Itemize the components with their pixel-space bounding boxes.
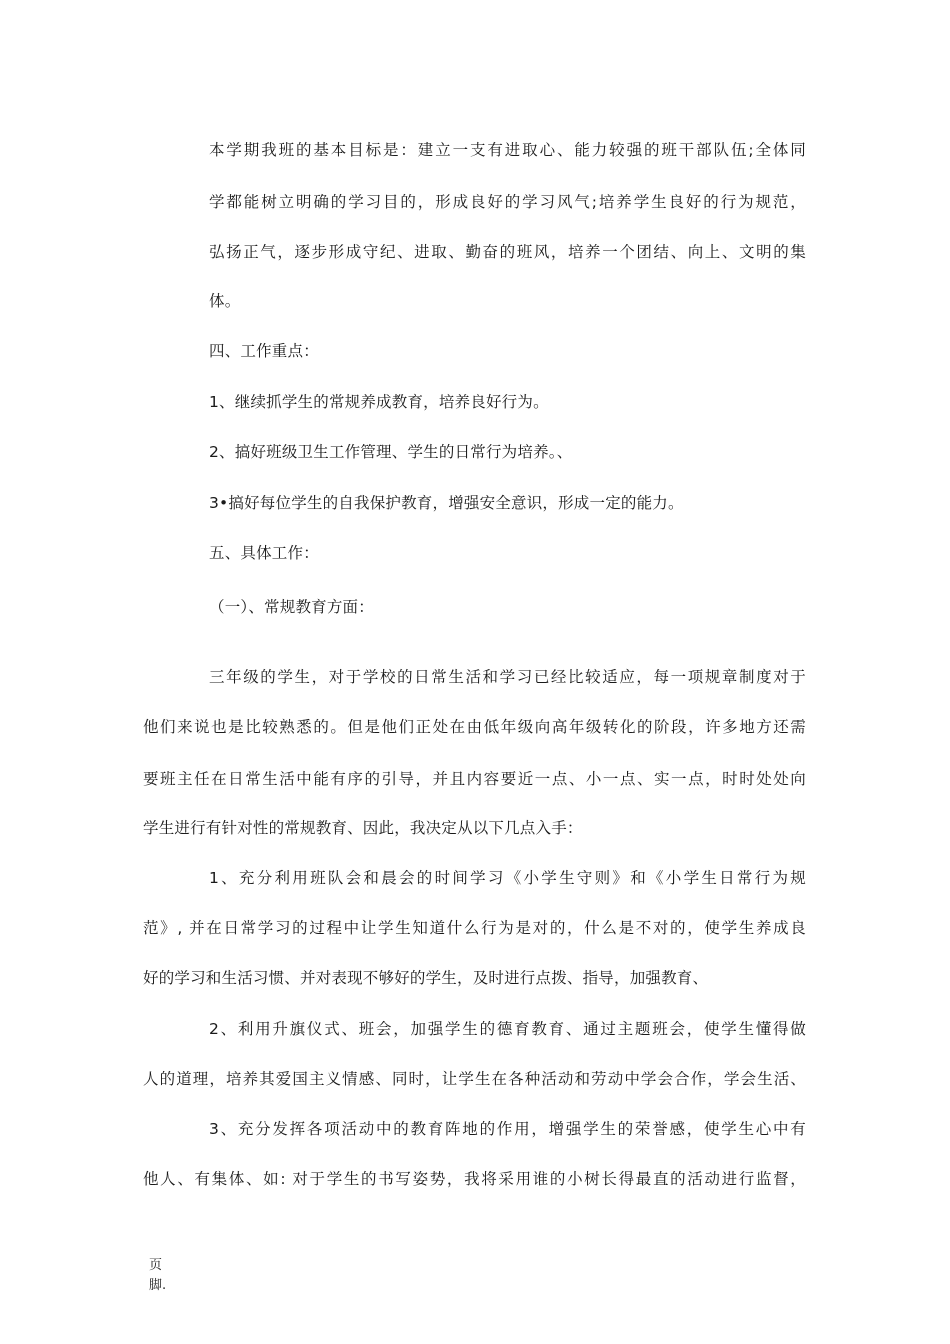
point-2-line-1: 2、利用升旗仪式、班会，加强学生的德育教育、通过主题班会，使学生懂得做 (209, 1020, 806, 1038)
goal-line-3: 弘扬正气，逐步形成守纪、进取、勤奋的班风，培养一个团结、向上、文明的集 (209, 243, 806, 261)
point-2-line-2: 人的道理，培养其爱国主义情感、同时，让学生在各种活动和劳动中学会合作，学会生活、 (143, 1070, 806, 1088)
section-4-item-3: 3•搞好每位学生的自我保护教育，增强安全意识，形成一定的能力。 (209, 494, 684, 512)
point-1-line-1: 1、充分利用班队会和晨会的时间学习《小学生守则》和《小学生日常行为规 (209, 869, 806, 887)
point-3-line-2: 他人、有集体、如: 对于学生的书写姿势，我将采用谁的小树长得最直的活动进行监督， (143, 1170, 806, 1188)
point-1-line-3: 好的学习和生活习惯、并对表现不够好的学生，及时进行点拨、指导，加强教育、 (143, 969, 709, 987)
intro-line-1: 三年级的学生，对于学校的日常生活和学习已经比较适应，每一项规章制度对于 (209, 668, 806, 686)
point-1-line-2: 范》, 并在日常学习的过程中让学生知道什么行为是对的，什么是不对的，使学生养成良 (143, 919, 806, 937)
page-footer (149, 1256, 166, 1296)
goal-line-1: 本学期我班的基本目标是：建立一支有进取心、能力较强的班干部队伍;全体同 (209, 141, 806, 159)
section-4-item-1: 1、继续抓学生的常规养成教育，培养良好行为。 (209, 393, 549, 411)
goal-line-2: 学都能树立明确的学习目的，形成良好的学习风气;培养学生良好的行为规范， (209, 193, 806, 211)
section-4-item-2: 2、搞好班级卫生工作管理、学生的日常行为培养。、 (209, 443, 573, 461)
point-3-line-1: 3、充分发挥各项活动中的教育阵地的作用，增强学生的荣誉感，使学生心中有 (209, 1120, 806, 1138)
intro-line-2: 他们来说也是比较熟悉的。但是他们正处在由低年级向高年级转化的阶段，许多地方还需 (143, 718, 806, 736)
goal-line-4: 体。 (209, 292, 241, 310)
section-5-heading: 五、具体工作： (209, 544, 319, 562)
intro-line-3: 要班主任在日常生活中能有序的引导，并且内容要近一点、小一点、实一点，时时处处向 (143, 770, 806, 788)
intro-line-4: 学生进行有针对性的常规教育、因此，我决定从以下几点入手： (143, 819, 583, 837)
section-5-subheading: （一）、常规教育方面： (209, 598, 374, 616)
footer-line-2: 脚. (149, 1278, 167, 1293)
footer-line-1: 页 (149, 1258, 163, 1273)
section-4-heading: 四、工作重点： (209, 342, 319, 360)
